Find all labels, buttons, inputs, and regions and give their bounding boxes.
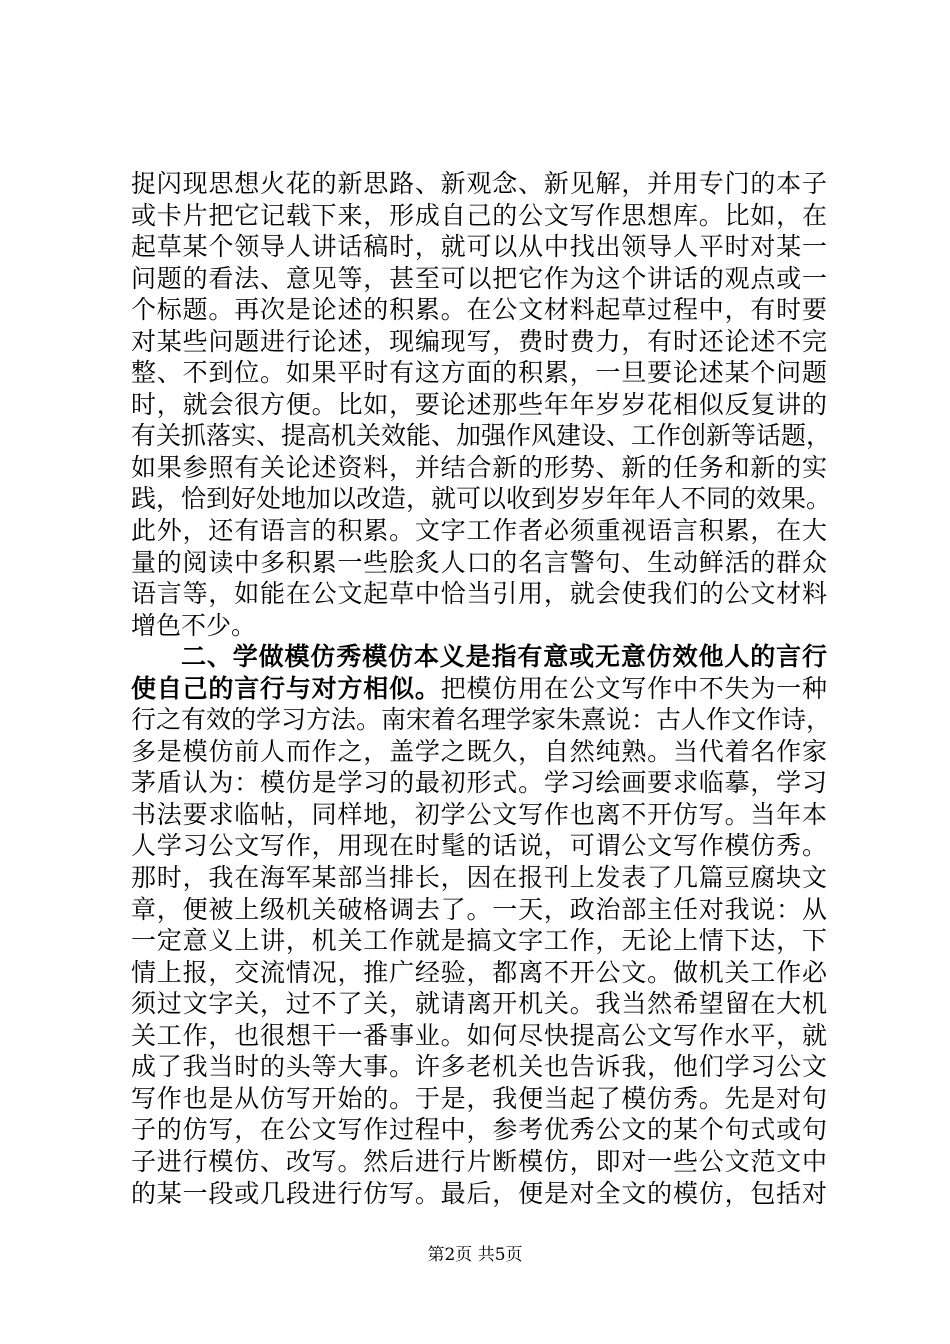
paragraph-imitation: [131, 704, 832, 1209]
text-line: 起草某个领导人讲话稿时，就可以从中找出领导人平时对某一: [131, 232, 827, 262]
text-line: 的某一段或几段进行仿写。最后，便是对全文的模仿，包括对: [131, 1178, 827, 1208]
text-line: 成了我当时的头等大事。许多老机关也告诉我，他们学习公文: [131, 1052, 827, 1082]
text-line: 关工作，也很想干一番事业。如何尽快提高公文写作水平，就: [131, 1020, 827, 1050]
section-heading-tail: 使自己的言行与对方相似。: [131, 673, 441, 703]
text-line: 量的阅读中多积累一些脍炙人口的名言警句、生动鲜活的群众: [131, 547, 827, 577]
page-number-footer: 第2页 共5页: [427, 1245, 523, 1265]
text-line: 有关抓落实、提高机关效能、加强作风建设、工作创新等话题，: [131, 421, 832, 451]
text-line: 子进行模仿、改写。然后进行片断模仿，即对一些公文范文中: [131, 1146, 827, 1176]
text-line: 行之有效的学习方法。南宋着名理学家朱熹说：古人作文作诗，: [131, 705, 832, 735]
text-line: 时，就会很方便。比如，要论述那些年年岁岁花相似反复讲的: [131, 389, 827, 419]
text-line: 增色不少。: [131, 610, 257, 640]
section-heading-line-2: [131, 673, 827, 705]
text-line: 茅盾认为：模仿是学习的最初形式。学习绘画要求临摹，学习: [131, 768, 827, 798]
text-line: 如果参照有关论述资料，并结合新的形势、新的任务和新的实: [131, 452, 827, 482]
text-line: 多是模仿前人而作之，盖学之既久，自然纯熟。当代着名作家: [131, 736, 827, 766]
text-line: 捉闪现思想火花的新思路、新观念、新见解，并用专门的本子: [131, 169, 827, 198]
text-line: 问题的看法、意见等，甚至可以把它作为这个讲话的观点或一: [131, 263, 827, 293]
document-body: [131, 168, 832, 1209]
text-line: 人学习公文写作，用现在时髦的话说，可谓公文写作模仿秀。: [131, 831, 827, 861]
text-line: 对某些问题进行论述，现编现写，费时费力，有时还论述不完: [131, 326, 827, 356]
section-heading-line-1: 二、学做模仿秀模仿本义是指有意或无意仿效他人的言行: [181, 642, 827, 672]
text-line: 书法要求临帖，同样地，初学公文写作也离不开仿写。当年本: [131, 799, 827, 829]
text-line: 写作也是从仿写开始的。于是，我便当起了模仿秀。先是对句: [131, 1083, 827, 1113]
text-line: 章，便被上级机关破格调去了。一天，政治部主任对我说：从: [131, 894, 827, 924]
text-line: 一定意义上讲，机关工作就是搞文字工作，无论上情下达，下: [131, 926, 827, 956]
text-line: 子的仿写，在公文写作过程中，参考优秀公文的某个句式或句: [131, 1115, 827, 1145]
text-line: 那时，我在海军某部当排长，因在报刊上发表了几篇豆腐块文: [131, 863, 827, 893]
text-line: 践，恰到好处地加以改造，就可以收到岁岁年年人不同的效果。: [131, 484, 832, 514]
text-line: 或卡片把它记载下来，形成自己的公文写作思想库。比如，在: [131, 200, 827, 230]
text-line: 情上报，交流情况，推广经验，都离不开公文。做机关工作必: [131, 957, 827, 987]
paragraph-accumulation: [131, 168, 832, 641]
text-line: 整、不到位。如果平时有这方面的积累，一旦要论述某个问题: [131, 358, 827, 388]
text-line: 须过文字关，过不了关，就请离开机关。我当然希望留在大机: [131, 989, 827, 1019]
text-line: 个标题。再次是论述的积累。在公文材料起草过程中，有时要: [131, 295, 827, 325]
text-line: 语言等，如能在公文起草中恰当引用，就会使我们的公文材料: [131, 579, 827, 609]
text-line: 此外，还有语言的积累。文字工作者必须重视语言积累，在大: [131, 516, 827, 546]
paragraph-imitation-start: 把模仿用在公文写作中不失为一种: [440, 673, 827, 703]
